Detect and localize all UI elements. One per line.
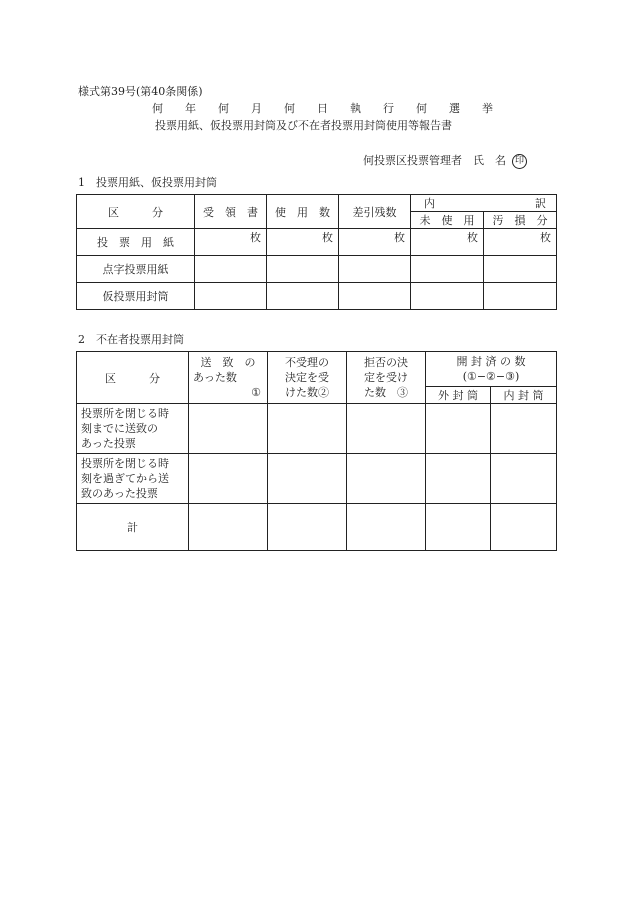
header-remaining: 差引残数	[339, 195, 411, 229]
row-label-braille-ballot: 点字投票用紙	[77, 256, 195, 283]
header-unused: 未 使 用	[411, 212, 484, 229]
header-sent-line2: あった数	[193, 371, 237, 384]
table-cell	[426, 404, 491, 454]
table-cell	[347, 454, 426, 504]
table-cell	[267, 256, 339, 283]
form-number: 様式第39号(第40条関係)	[78, 85, 203, 98]
header-refused-line3: た数 ③	[364, 386, 408, 399]
section1-heading: 1 投票用紙、仮投票用封筒	[78, 176, 217, 189]
table-cell	[411, 256, 484, 283]
row-label-after-close-line2: 刻を過ぎてから送	[81, 472, 169, 485]
row-label-after-close-line1: 投票所を閉じる時	[81, 457, 169, 470]
header-opened-line2: (①−②−③)	[462, 370, 520, 383]
table-cell	[189, 504, 268, 551]
header-damaged: 汚 損 分	[484, 212, 557, 229]
table-cell	[189, 454, 268, 504]
table-cell	[491, 454, 557, 504]
unit-label: 枚	[484, 229, 557, 256]
table-cell	[195, 283, 267, 310]
row-label-provisional-envelope: 仮投票用封筒	[77, 283, 195, 310]
header-breakdown-right: 訳	[535, 197, 546, 210]
table-cell	[267, 283, 339, 310]
row-label-after-close-line3: 致のあった投票	[81, 487, 158, 500]
unit-label: 枚	[339, 229, 411, 256]
table-cell	[426, 504, 491, 551]
row-label-before-close-line2: 刻までに送致の	[81, 422, 158, 435]
header-outer-envelope: 外 封 筒	[426, 387, 491, 404]
row-label-ballot-paper: 投 票 用 紙	[77, 229, 195, 256]
section2-heading: 2 不在者投票用封筒	[78, 333, 184, 346]
table-cell	[195, 256, 267, 283]
header-inner-envelope: 内 封 筒	[491, 387, 557, 404]
row-label-total: 計	[77, 504, 189, 551]
header-used: 使 用 数	[267, 195, 339, 229]
header-sent-line3: ①	[251, 386, 261, 399]
header-breakdown-left: 内	[424, 197, 435, 210]
header-refused-line1: 拒否の決	[364, 356, 408, 369]
table-cell	[268, 454, 347, 504]
header-not-accepted	[268, 352, 347, 404]
table-cell	[426, 454, 491, 504]
table-cell	[339, 256, 411, 283]
manager-label: 何投票区投票管理者 氏 名	[363, 154, 506, 167]
header-refused	[347, 352, 426, 404]
header-sent-line1: 送 致 の	[200, 356, 256, 369]
header-received: 受 領 書	[195, 195, 267, 229]
table-cell	[339, 283, 411, 310]
unit-label: 枚	[195, 229, 267, 256]
election-line: 何 年 何 月 何 日 執 行 何 選 挙	[152, 102, 493, 115]
header-not-accepted-line3: けた数②	[285, 386, 329, 399]
header-opened-line1: 開 封 済 の 数	[456, 355, 526, 368]
table-cell	[491, 404, 557, 454]
header-refused-line2: 定を受け	[364, 371, 408, 384]
row-label-before-close-line1: 投票所を閉じる時	[81, 407, 169, 420]
table-cell	[484, 283, 557, 310]
header-breakdown	[411, 195, 557, 212]
manager-signature-line	[363, 152, 527, 169]
header-opened	[426, 352, 557, 387]
row-label-before-close-line3: あった投票	[81, 437, 136, 450]
header-not-accepted-line1: 不受理の	[285, 356, 329, 369]
unit-label: 枚	[411, 229, 484, 256]
header-kubun: 区 分	[77, 352, 189, 404]
unit-label: 枚	[267, 229, 339, 256]
row-label-before-close	[77, 404, 189, 454]
header-not-accepted-line2: 決定を受	[285, 371, 329, 384]
header-kubun: 区 分	[77, 195, 195, 229]
document-title: 投票用紙、仮投票用封筒及び不在者投票用封筒使用等報告書	[155, 119, 452, 132]
row-label-after-close	[77, 454, 189, 504]
table-cell	[268, 504, 347, 551]
table-cell	[268, 404, 347, 454]
ballot-paper-table	[76, 194, 557, 310]
table-cell	[347, 504, 426, 551]
table-cell	[347, 404, 426, 454]
table-cell	[411, 283, 484, 310]
table-cell	[491, 504, 557, 551]
table-cell	[484, 256, 557, 283]
table-cell	[189, 404, 268, 454]
header-sent	[189, 352, 268, 404]
seal-icon: 印	[512, 154, 527, 169]
absentee-envelope-table	[76, 351, 557, 551]
